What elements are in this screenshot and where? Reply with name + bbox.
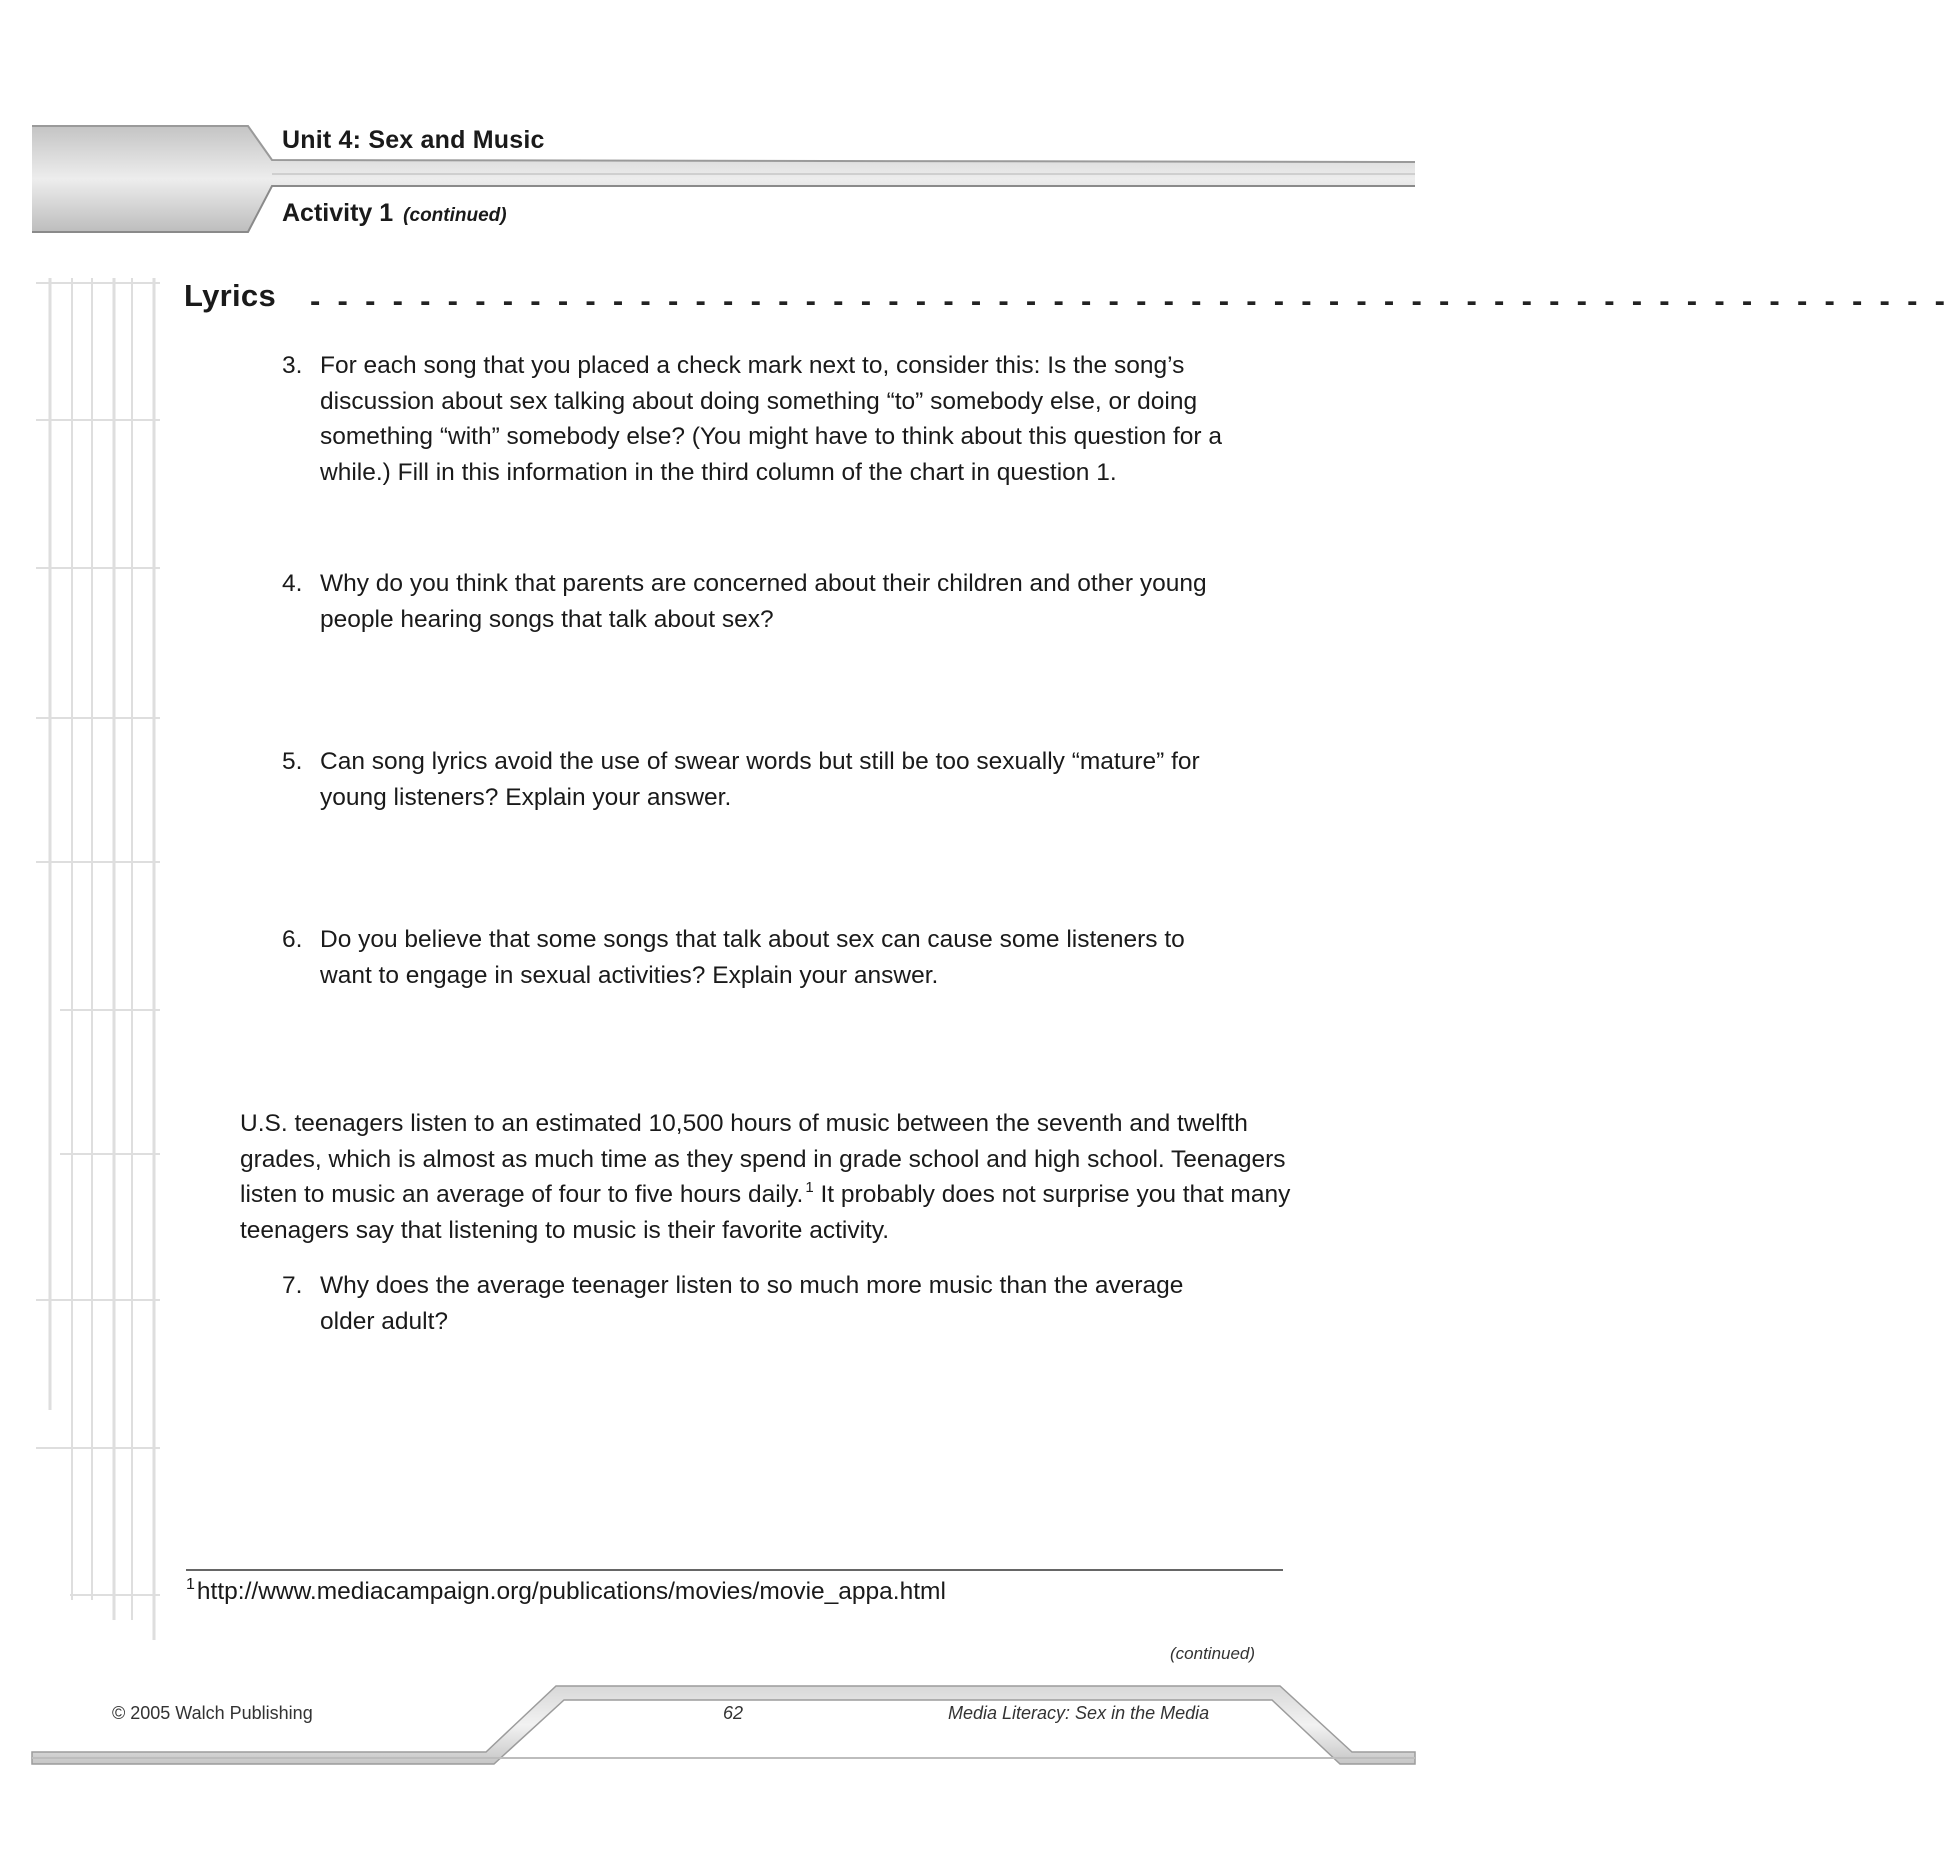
footnote-url: http://www.mediacampaign.org/publications/movies/movie_appa.html	[196, 1578, 946, 1605]
header-band	[32, 126, 1415, 232]
paragraph-part-1: U.S. teenagers listen to an estimated 10,500 hours of music between the seventh and twelfth grades, which is almost as much time as they spend in grade school and high school. Teenagers listen to music an average of four to five hours daily.	[240, 1110, 1286, 1208]
question-text: Do you believe that some songs that talk about sex can cause some listeners to want to engage in sexual activities? Explain your answer.	[320, 926, 1185, 989]
question-5	[282, 744, 1242, 815]
footer-band	[32, 1686, 1415, 1764]
footer-copyright: © 2005 Walch Publishing	[112, 1703, 313, 1723]
section-dashed-rule: - - - - - - - - - - - - - - - - - - - - - - - - - - - - - - - - - - - - - - - - - - - - - - - - - - - - - - - - - - - -	[310, 283, 1949, 318]
question-4	[282, 566, 1242, 637]
question-3	[282, 348, 1242, 490]
footnote-reference: 1	[805, 1179, 814, 1196]
section-title: Lyrics	[184, 278, 276, 313]
question-text: Why does the average teenager listen to so much more music than the average older adult?	[320, 1272, 1184, 1335]
footnote-marker: 1	[186, 1576, 195, 1593]
question-number: 6.	[282, 926, 303, 953]
footnote	[186, 1570, 946, 1607]
question-number: 7.	[282, 1272, 303, 1299]
activity-label: Activity 1	[282, 199, 394, 227]
question-number: 5.	[282, 748, 303, 775]
question-text: For each song that you placed a check mark next to, consider this: Is the song’s discussion about sex talking about doing something “to” somebody else, or doing something “with” somebody else? (You might have to think about this question for a while.) Fill in this information in the third column of the chart in question 1.	[320, 352, 1223, 486]
footer-book-title: Media Literacy: Sex in the Media	[948, 1703, 1210, 1723]
left-grid-decoration	[36, 278, 160, 1640]
continued-label: (continued)	[1170, 1644, 1256, 1663]
activity-continued-label: (continued)	[403, 205, 507, 226]
question-number: 3.	[282, 352, 303, 379]
info-paragraph	[240, 1106, 1310, 1248]
paragraph-part-2: It probably does not surprise you that many teenagers say that listening to music is their favorite activity.	[240, 1181, 1291, 1244]
question-text: Can song lyrics avoid the use of swear words but still be too sexually “mature” for young listeners? Explain your answer.	[320, 748, 1200, 811]
question-7	[282, 1268, 1242, 1339]
question-text: Why do you think that parents are concerned about their children and other young people hearing songs that talk about sex?	[320, 570, 1207, 633]
question-6	[282, 922, 1242, 993]
question-number: 4.	[282, 570, 303, 597]
activity-title	[282, 199, 507, 228]
unit-title: Unit 4: Sex and Music	[282, 126, 545, 154]
footer-page-number: 62	[723, 1703, 744, 1723]
